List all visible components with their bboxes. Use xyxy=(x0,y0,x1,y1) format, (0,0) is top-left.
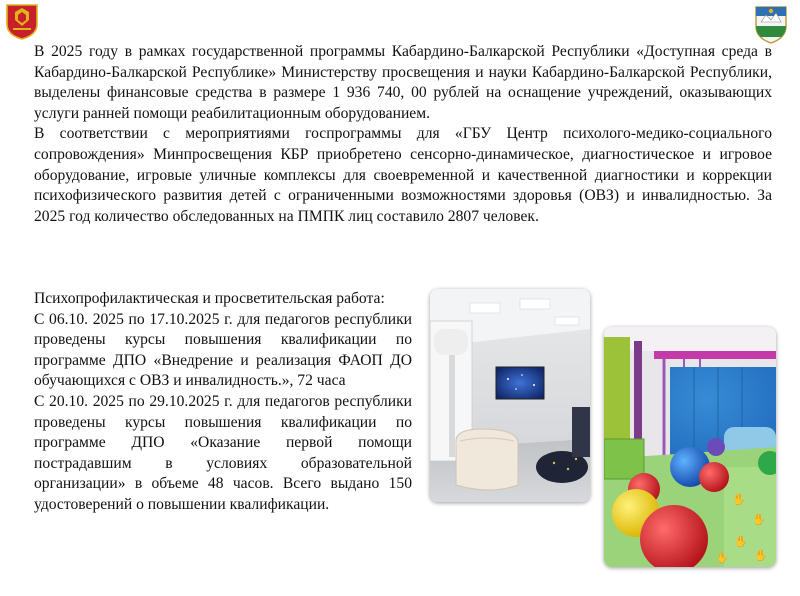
intro-text xyxy=(34,42,772,227)
training-section xyxy=(34,289,412,516)
svg-text:✋: ✋ xyxy=(734,535,748,548)
course-item-2: С 20.10. 2025 по 29.10.2025 г. для педагогов республики проведены курсы повышения квалификации по программе ДПО «Оказание первой помощи пострадавшим в условиях образовательной организации» в объеме 48 часов. Всего выдано 150 удостоверений о повышении квалификации. xyxy=(34,392,412,513)
svg-text:✋: ✋ xyxy=(752,513,766,526)
section-heading: Психопрофилактическая и просветительская работа: xyxy=(34,290,385,307)
coat-of-arms-right-icon xyxy=(752,2,790,44)
funding-paragraph: В 2025 году в рамках государственной программы Кабардино-Балкарской Республики «Доступная среда в Кабардино-Балкарской Республике» Министерству просвещения и науки Кабардино-Балкарской Республики, выделены финансовые средства в размере 1 936 740, 00 рублей на оснащение учреждений, оказывающих услуги ранней помощи реабилитационным оборудованием. xyxy=(34,43,772,122)
equipment-paragraph: В соответствии с мероприятиями госпрограммы для «ГБУ Центр психолого-медико-социального сопровождения» Минпросвещения КБР приобретено сенсорно-динамическое, диагностическое и игровое оборудование, игровые уличные комплексы для своевременной и качественной диагностики и коррекции психофизического развития детей с ограниченными возможностями здоровья (ОВЗ) и инвалидностью. За 2025 год количество обследованных на ПМПК лиц составило 2807 человек. xyxy=(34,125,772,225)
sensory-room-photo xyxy=(430,289,590,502)
svg-text:✋: ✋ xyxy=(732,493,746,506)
svg-text:✋: ✋ xyxy=(754,549,768,562)
coat-of-arms-left-icon xyxy=(4,2,40,40)
course-item-1: С 06.10. 2025 по 17.10.2025 г. для педагогов республики проведены курсы повышения квалификации по программе ДПО «Внедрение и реализация ФАОП ДО обучающихся с ОВЗ и инвалидность.», 72 часа xyxy=(34,310,412,390)
sensory-gym-photo xyxy=(604,327,776,567)
svg-text:✋: ✋ xyxy=(716,553,729,564)
